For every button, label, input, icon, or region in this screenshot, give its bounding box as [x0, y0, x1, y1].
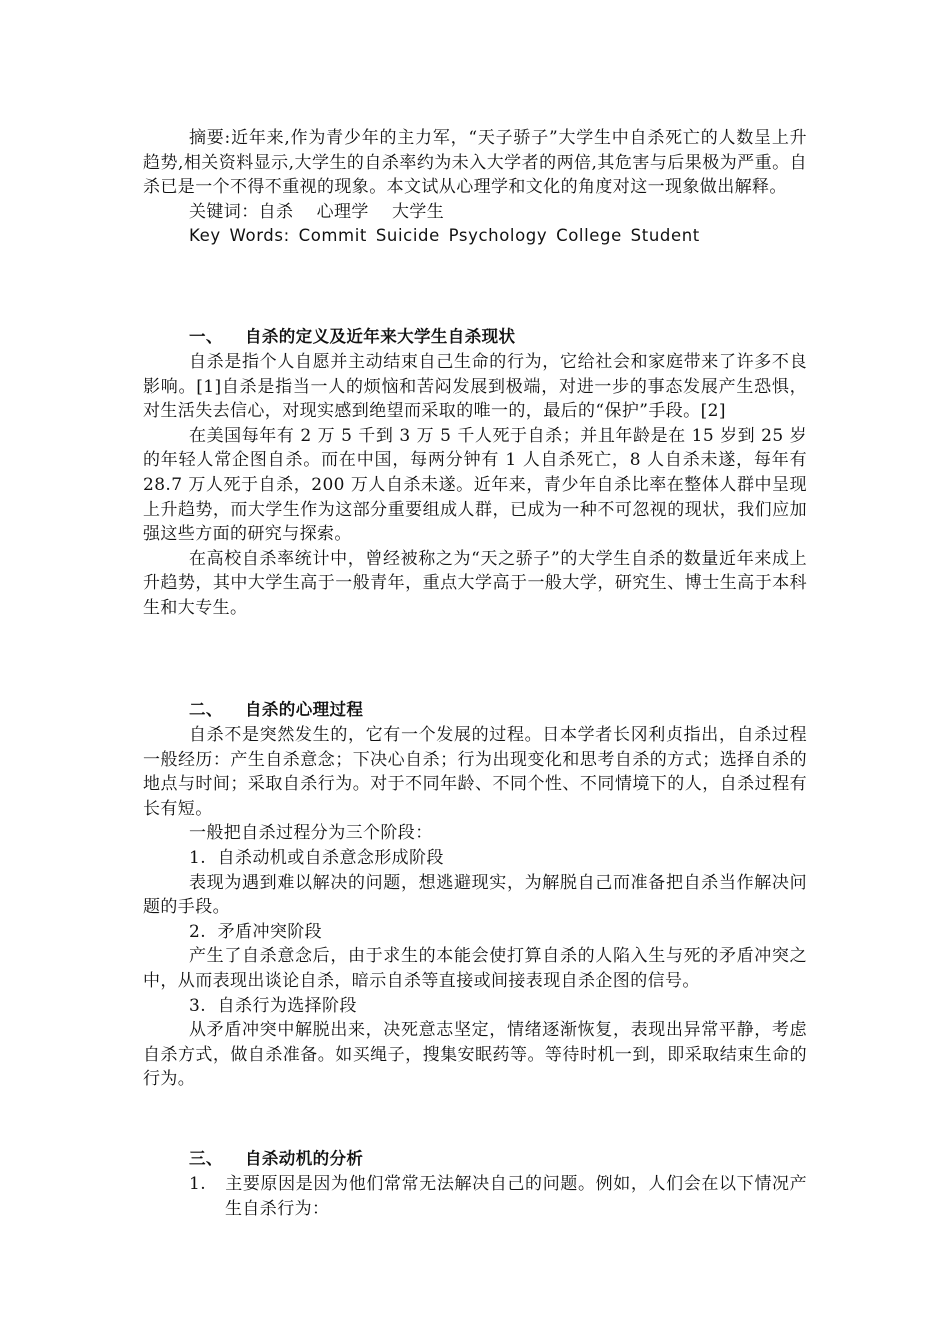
section-3-title: 自杀动机的分析 [245, 1149, 364, 1168]
section-1-paragraph: 在美国每年有 2 万 5 千到 3 万 5 千人死于自杀；并且年龄是在 15 岁到 25 岁的年轻人常企图自杀。而在中国，每两分钟有 1 人自杀死亡，8 人自杀未遂，每年有 28.7 万人死于自杀，200 万人自杀未遂。近年来，青少年自杀比率在整体人群中呈现上升趋势，而大学生作为这部分重要组成人群，已成为一种不可忽视的现状，我们应加强这些方面的研究与探索。 [143, 425, 807, 545]
section-2-intro: 自杀不是突然发生的，它有一个发展的过程。日本学者长冈利贞指出，自杀过程一般经历：产生自杀意念；下决心自杀；行为出现变化和思考自杀的方式；选择自杀的地点与时间；采取自杀行为。对于不同年龄、不同个性、不同情境下的人，自杀过程有长有短。 [143, 725, 807, 819]
stage-2-number: 2. [189, 921, 207, 942]
keywords-chinese: 关键词：自杀 心理学 大学生 [189, 201, 445, 222]
section-1-paragraph: 在高校自杀率统计中，曾经被称之为“天之骄子”的大学生自杀的数量近年来成上升趋势，其中大学生高于一般青年，重点大学高于一般大学，研究生、博士生高于本科生和大专生。 [143, 548, 807, 618]
section-1 [143, 324, 807, 621]
stage-3-number: 3. [189, 995, 207, 1016]
section-3-number: 三、 [189, 1149, 223, 1168]
stage-2-heading [143, 920, 807, 945]
section-2-stages-intro: 一般把自杀过程分为三个阶段： [189, 823, 433, 844]
stage-3-title: 自杀行为选择阶段 [217, 995, 357, 1016]
stage-1-heading [143, 846, 807, 871]
abstract-block [143, 126, 807, 249]
stage-3-heading [143, 994, 807, 1019]
stage-3-text: 从矛盾冲突中解脱出来，决死意志坚定，情绪逐渐恢复，表现出异常平静，考虑自杀方式，做自杀准备。如买绳子，搜集安眠药等。等待时机一到，即采取结束生命的行为。 [143, 1020, 807, 1090]
stage-2-title: 矛盾冲突阶段 [217, 921, 323, 942]
keywords-english: Key Words: Commit Suicide Psychology College Student [189, 226, 700, 246]
section-1-number: 一、 [189, 327, 223, 346]
section-1-heading [143, 324, 807, 350]
list-item-number: 1. [189, 1174, 207, 1194]
stage-1-title: 自杀动机或自杀意念形成阶段 [217, 847, 444, 868]
abstract-paragraph: 摘要:近年来,作为青少年的主力军，“天子骄子”大学生中自杀死亡的人数呈上升趋势,相关资料显示,大学生的自杀率约为未入大学者的两倍,其危害与后果极为严重。自杀已是一个不得不重视的现象。本文试从心理学和文化的角度对这一现象做出解释。 [143, 128, 807, 198]
stage-1-number: 1. [189, 847, 207, 868]
list-item-text: 主要原因是因为他们常常无法解决自己的问题。例如，人们会在以下情况产生自杀行为： [225, 1174, 807, 1219]
section-2-title: 自杀的心理过程 [245, 700, 364, 719]
stage-2-text: 产生了自杀意念后，由于求生的本能会使打算自杀的人陷入生与死的矛盾冲突之中，从而表现出谈论自杀，暗示自杀等直接或间接表现自杀企图的信号。 [143, 946, 807, 991]
list-item [143, 1172, 807, 1221]
section-2-heading [143, 697, 807, 723]
section-3-heading [143, 1146, 807, 1172]
section-2-number: 二、 [189, 700, 223, 719]
section-3 [143, 1146, 807, 1221]
section-1-title: 自杀的定义及近年来大学生自杀现状 [245, 327, 516, 346]
stage-1-text: 表现为遇到难以解决的问题，想逃避现实，为解脱自己而准备把自杀当作解决问题的手段。 [143, 872, 807, 918]
section-1-paragraph: 自杀是指个人自愿并主动结束自己生命的行为，它给社会和家庭带来了许多不良影响。[1]自杀是指当一人的烦恼和苦闷发展到极端，对进一步的事态发展产生恐惧，对生活失去信心，对现实感到绝望而采取的唯一的，最后的“保护”手段。[2] [143, 352, 807, 422]
section-2 [143, 697, 807, 1092]
